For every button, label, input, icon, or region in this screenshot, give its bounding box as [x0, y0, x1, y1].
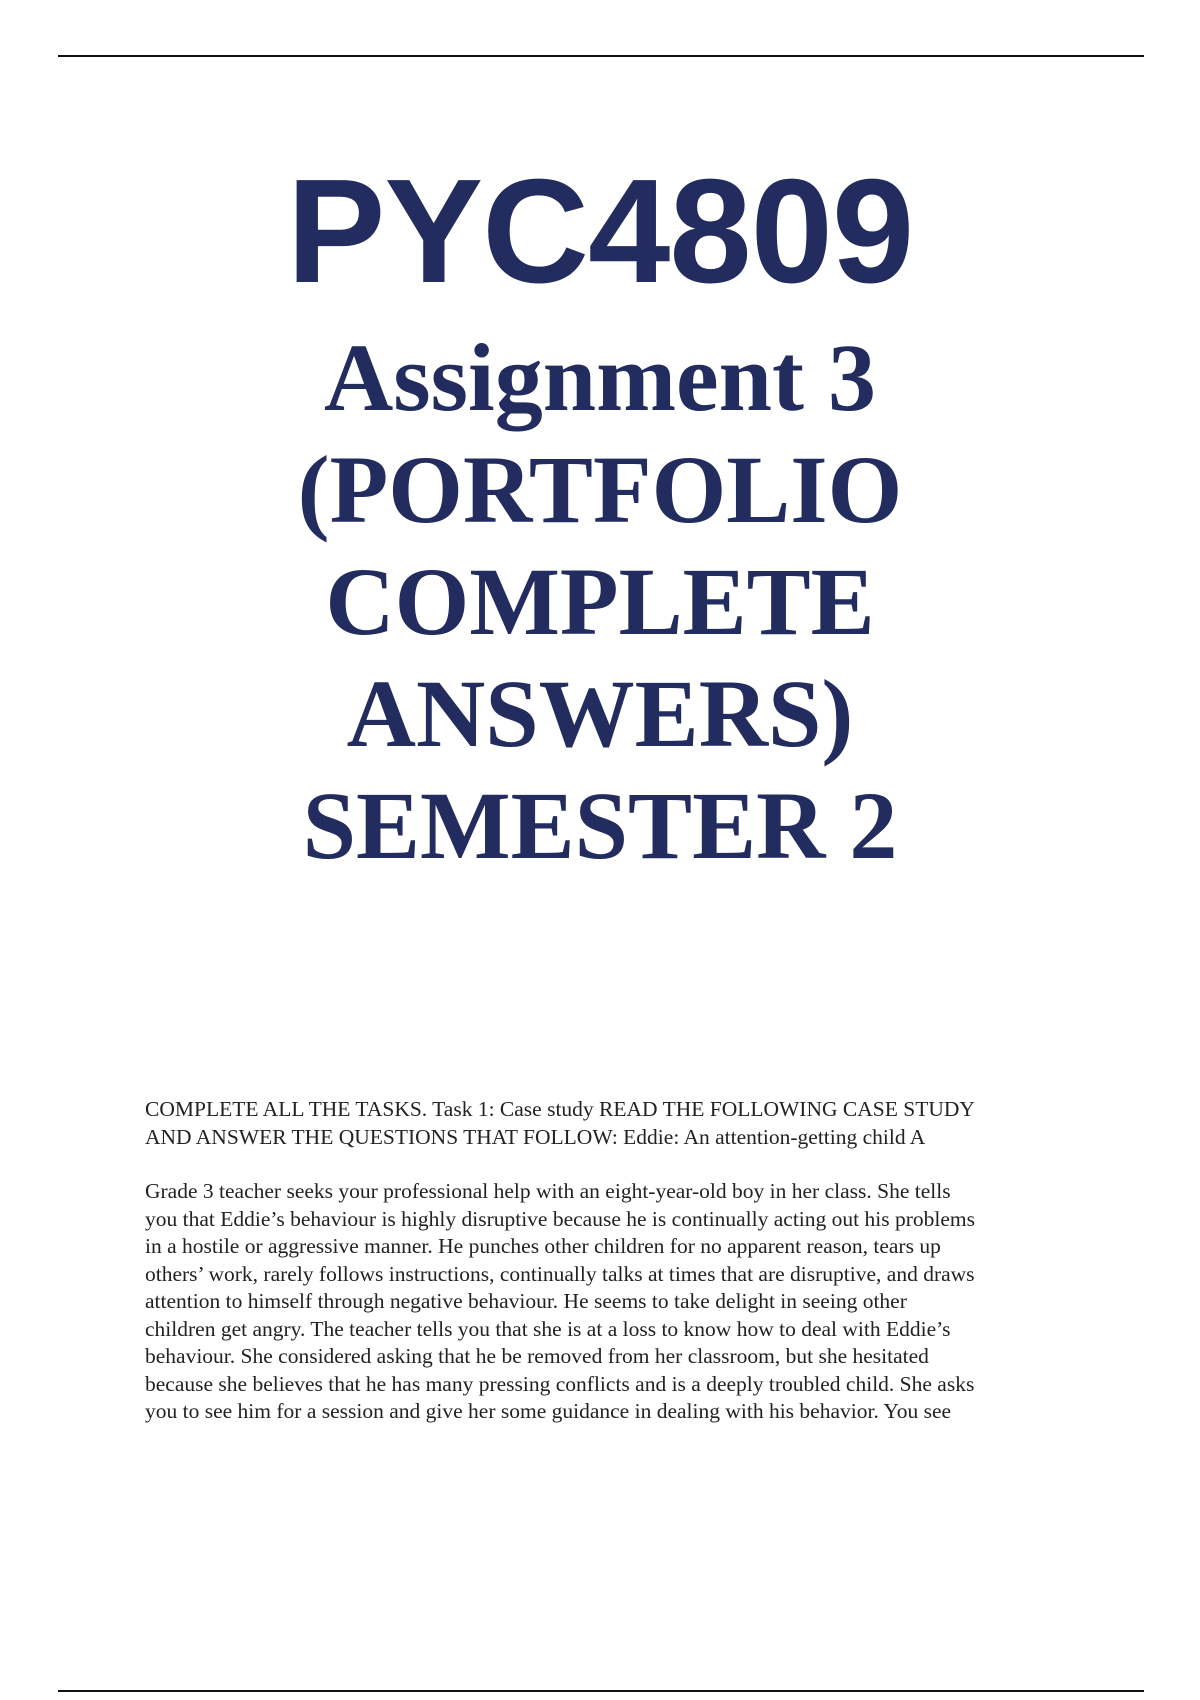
case-study-paragraph [145, 1178, 1095, 1426]
title-line: SEMESTER 2 [302, 772, 898, 879]
instruction-line: AND ANSWER THE QUESTIONS THAT FOLLOW: Eddie: An attention-getting child A [145, 1124, 926, 1149]
paragraph-line: because she believes that he has many pressing conflicts and is a deeply troubled child. She asks [145, 1371, 975, 1396]
paragraph-line: children get angry. The teacher tells you that she is at a loss to know how to deal with Eddie’s [145, 1316, 951, 1341]
course-code-title: PYC4809 [286, 149, 914, 314]
paragraph-line: Grade 3 teacher seeks your professional help with an eight-year-old boy in her class. She tells [145, 1179, 951, 1203]
instruction-line: COMPLETE ALL THE TASKS. Task 1: Case study READ THE FOLLOWING CASE STUDY [145, 1097, 975, 1121]
paragraph-line: you to see him for a session and give her some guidance in dealing with his behavior. You see [145, 1399, 952, 1423]
top-rule [58, 55, 1144, 57]
paragraph-line: attention to himself through negative behaviour. He seems to take delight in seeing other [145, 1289, 907, 1313]
title-line: (PORTFOLIO [297, 436, 903, 543]
paragraph-line: behaviour. She considered asking that he be removed from her classroom, but she hesitated [145, 1344, 929, 1368]
task-instructions [145, 1096, 1095, 1151]
title-line: ANSWERS) [346, 660, 854, 767]
paragraph-line: you that Eddie’s behaviour is highly disruptive because he is continually acting out his problems [145, 1206, 975, 1231]
paragraph-line: others’ work, rarely follows instructions, continually talks at times that are disruptive, and draws [145, 1261, 975, 1286]
paragraph-line: in a hostile or aggressive manner. He punches other children for no apparent reason, tears up [145, 1234, 941, 1258]
bottom-rule [58, 1690, 1144, 1692]
title-line: COMPLETE [325, 548, 875, 655]
title-line: Assignment 3 [323, 324, 877, 431]
assignment-title [0, 322, 1200, 882]
